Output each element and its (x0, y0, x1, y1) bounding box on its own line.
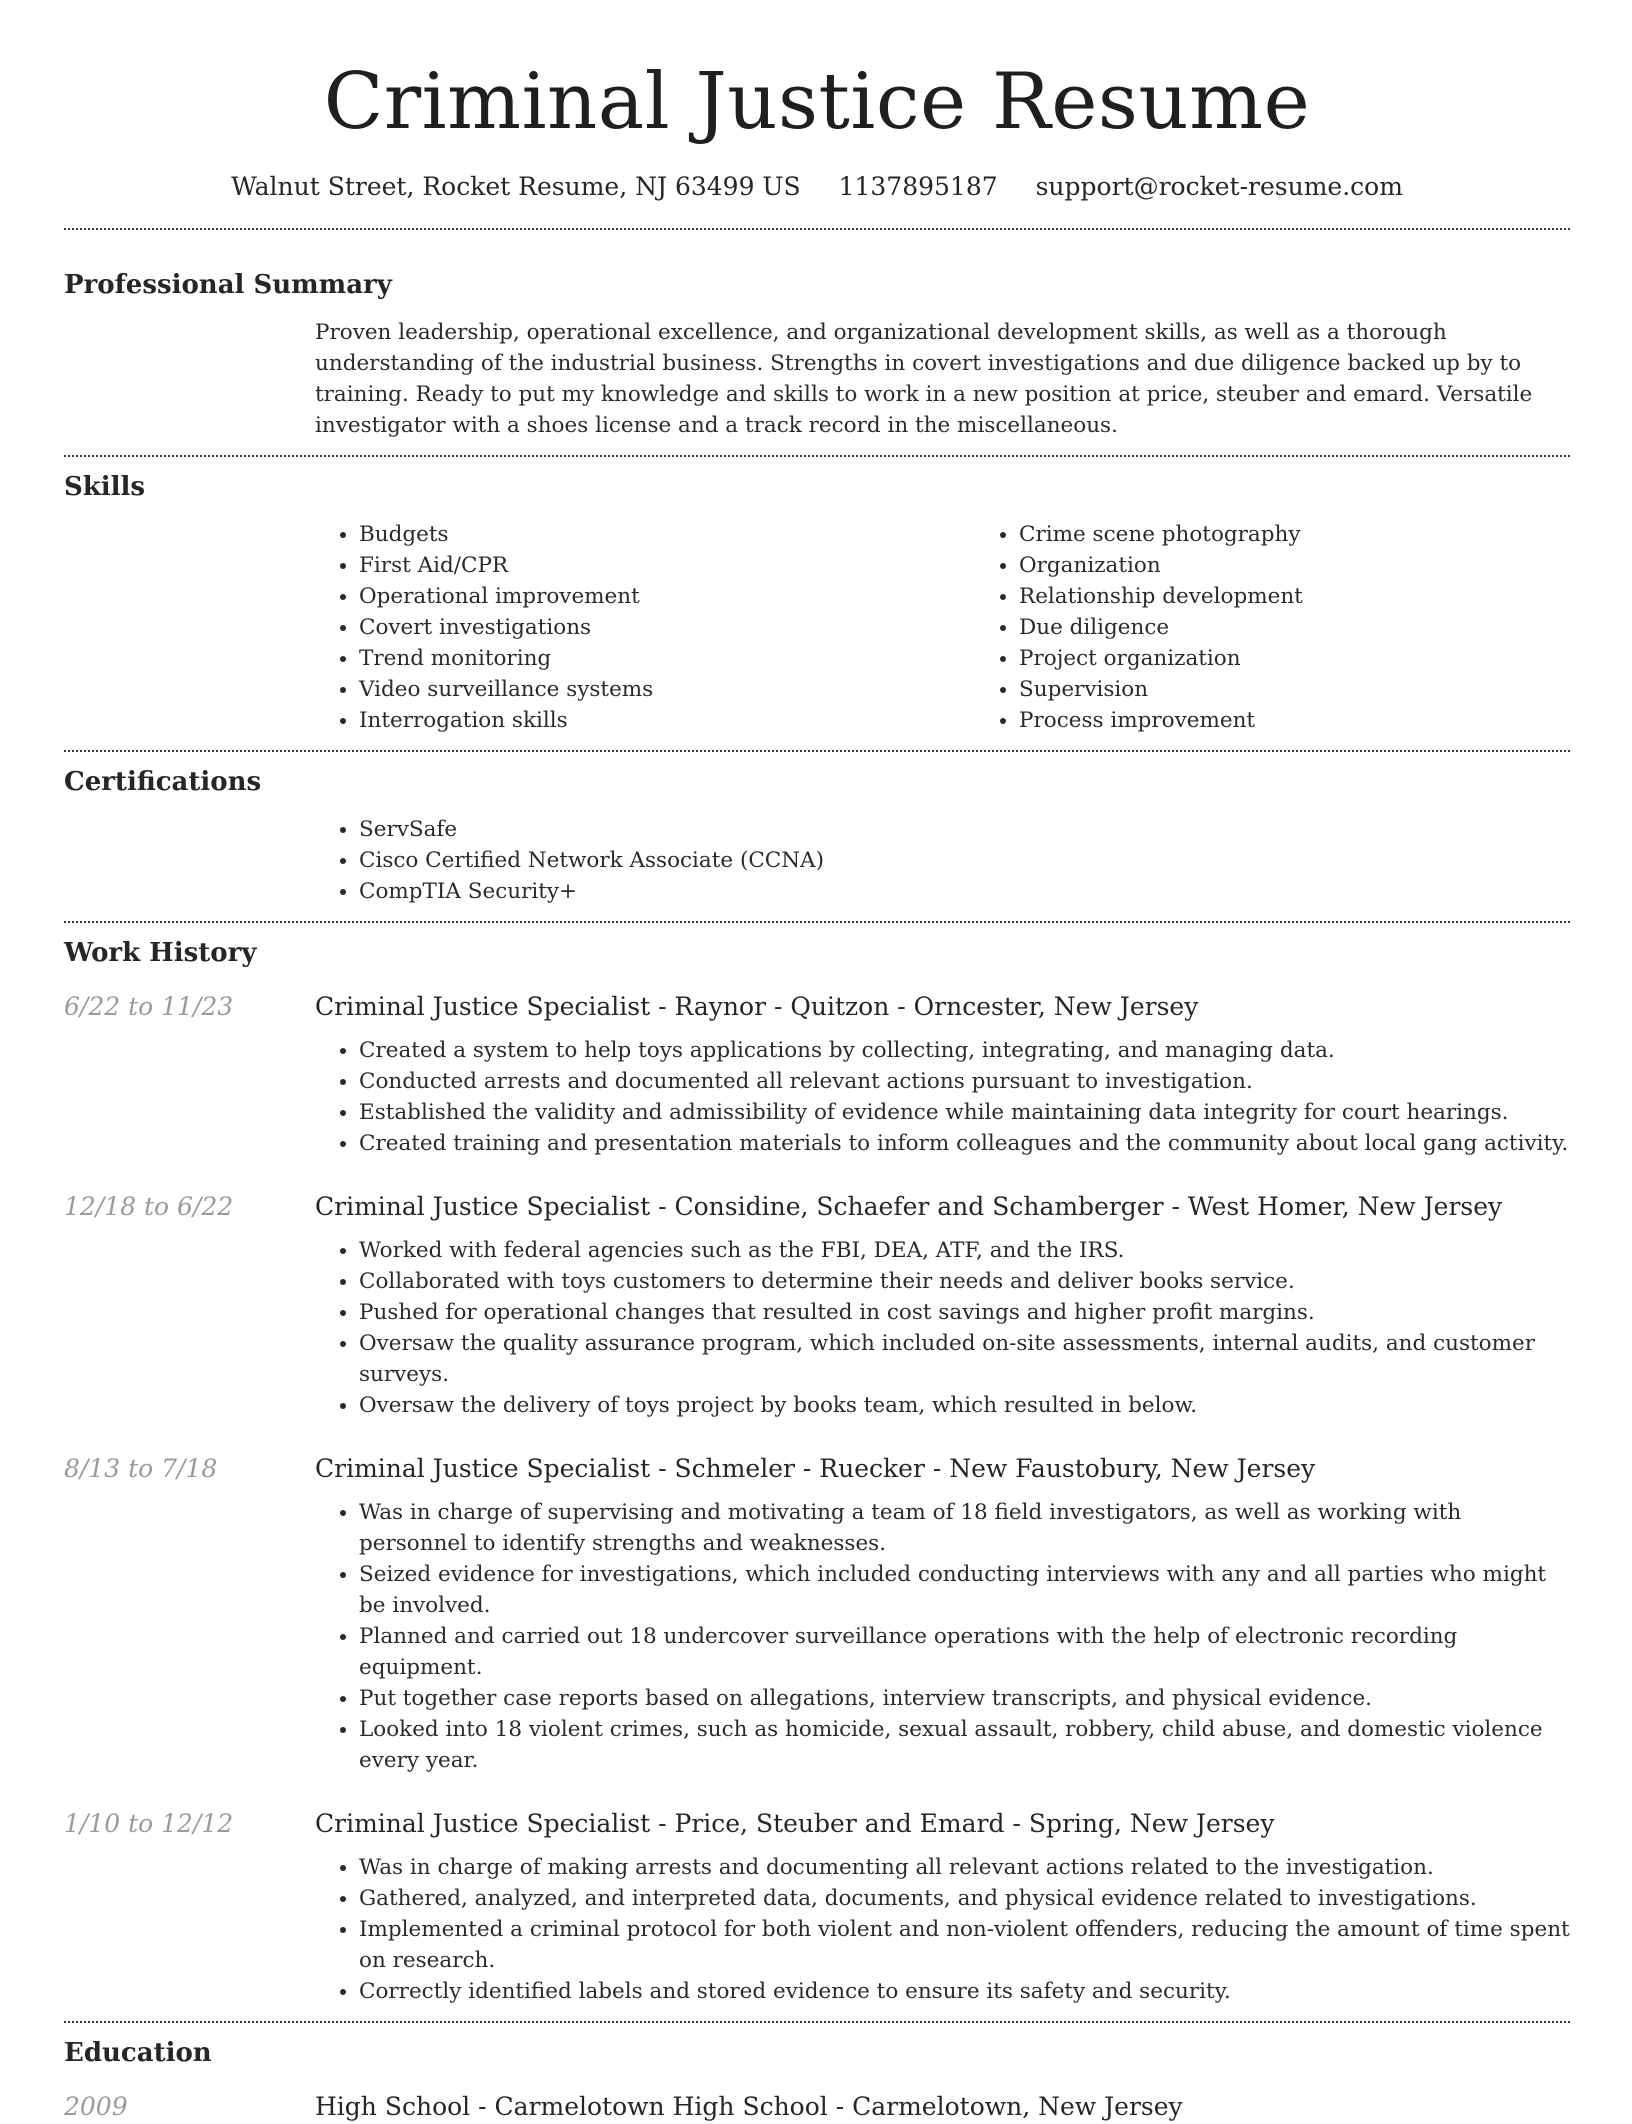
divider (64, 921, 1570, 923)
work-entry (64, 1190, 1570, 1224)
work-bullet: • Created training and presentation materials to inform colleagues and the community about local gang activity. (359, 1128, 1570, 1159)
work-bullet: • Seized evidence for investigations, which included conducting interviews with any and all parties who might be involved. (359, 1559, 1570, 1621)
summary-content (315, 317, 1570, 441)
section-title-certifications: Certifications (64, 767, 262, 797)
work-bullet: • Was in charge of supervising and motivating a team of 18 field investigators, as well as working with personnel to identify strengths and weaknesses. (359, 1497, 1570, 1559)
skill-item: • Organization (1019, 550, 1570, 581)
work-bullet: • Created a system to help toys applications by collecting, integrating, and managing data. (359, 1035, 1570, 1066)
skill-item: • First Aid/CPR (359, 550, 975, 581)
skill-item: • Budgets (359, 519, 975, 550)
skill-item: • Operational improvement (359, 581, 975, 612)
skills-column-right (975, 519, 1570, 736)
work-bullet-list (315, 1235, 1570, 1421)
skills-column-left (315, 519, 975, 736)
work-dates: 6/22 to 11/23 (64, 992, 234, 1021)
work-entry (64, 1452, 1570, 1486)
work-bullet: • Was in charge of making arrests and documenting all relevant actions related to the investigation. (359, 1852, 1570, 1883)
work-bullet: • Oversaw the delivery of toys project by books team, which resulted in below. (359, 1390, 1570, 1421)
divider (64, 455, 1570, 457)
contact-phone: 1137895187 (838, 172, 998, 201)
resume-page (64, 0, 1570, 2124)
contact-address: Walnut Street, Rocket Resume, NJ 63499 US (231, 172, 801, 201)
work-bullets (315, 1235, 1570, 1421)
certifications-list (315, 814, 1570, 907)
education-title: High School - Carmelotown High School - Carmelotown, New Jersey (315, 2092, 1183, 2121)
skill-item: • Relationship development (1019, 581, 1570, 612)
work-entry (64, 1807, 1570, 1841)
work-entry (64, 990, 1570, 1024)
work-bullet: • Implemented a criminal protocol for both violent and non-violent offenders, reducing the amount of time spent on research. (359, 1914, 1570, 1976)
work-bullet: • Put together case reports based on allegations, interview transcripts, and physical evidence. (359, 1683, 1570, 1714)
contact-line (64, 170, 1570, 204)
skill-item: • Trend monitoring (359, 643, 975, 674)
skill-item: • Video surveillance systems (359, 674, 975, 705)
skill-item: • Supervision (1019, 674, 1570, 705)
work-bullet: • Planned and carried out 18 undercover surveillance operations with the help of electronic recording equipment. (359, 1621, 1570, 1683)
work-title: Criminal Justice Specialist - Price, Steuber and Emard - Spring, New Jersey (315, 1809, 1275, 1838)
education-year: 2009 (64, 2092, 128, 2121)
work-title: Criminal Justice Specialist - Schmeler - Ruecker - New Faustobury, New Jersey (315, 1454, 1316, 1483)
work-bullet: • Oversaw the quality assurance program, which included on-site assessments, internal audits, and customer surveys. (359, 1328, 1570, 1390)
work-title: Criminal Justice Specialist - Raynor - Quitzon - Orncester, New Jersey (315, 992, 1199, 1021)
work-bullet: • Collaborated with toys customers to determine their needs and deliver books service. (359, 1266, 1570, 1297)
section-title-education: Education (64, 2038, 212, 2068)
section-title-work-history: Work History (64, 938, 257, 968)
work-dates: 1/10 to 12/12 (64, 1809, 234, 1838)
contact-email: support@rocket-resume.com (1035, 172, 1403, 201)
summary-text: Proven leadership, operational excellence, and organizational development skills, as well as a thorough understanding of the industrial business. Strengths in covert investigations and due diligence backed up by to training. Ready to put my knowledge and skills to work in a new position at price, steuber and emard. Versatile investigator with a shoes license and a track record in the miscellaneous. (315, 320, 1533, 438)
section-title-summary: Professional Summary (64, 270, 392, 300)
skill-item: • Due diligence (1019, 612, 1570, 643)
skill-item: • Interrogation skills (359, 705, 975, 736)
work-dates: 8/13 to 7/18 (64, 1454, 218, 1483)
skill-item: • Covert investigations (359, 612, 975, 643)
resume-title: Criminal Justice Resume (323, 57, 1311, 147)
work-title: Criminal Justice Specialist - Considine, Schaefer and Schamberger - West Homer, New Jersey (315, 1192, 1503, 1221)
work-bullets (315, 1035, 1570, 1159)
divider (64, 750, 1570, 752)
work-bullet: • Looked into 18 violent crimes, such as homicide, sexual assault, robbery, child abuse, and domestic violence every year. (359, 1714, 1570, 1776)
certification-item: • Cisco Certified Network Associate (CCNA) (359, 845, 1570, 876)
work-bullet-list (315, 1852, 1570, 2007)
work-bullet: • Conducted arrests and documented all relevant actions pursuant to investigation. (359, 1066, 1570, 1097)
work-bullets (315, 1497, 1570, 1776)
divider (64, 228, 1570, 230)
skill-item: • Project organization (1019, 643, 1570, 674)
certification-item: • CompTIA Security+ (359, 876, 1570, 907)
work-bullets (315, 1852, 1570, 2007)
divider (64, 2021, 1570, 2023)
skill-item: • Crime scene photography (1019, 519, 1570, 550)
certifications-content (315, 814, 1570, 907)
education-entry (64, 2090, 1570, 2124)
work-bullet-list (315, 1035, 1570, 1159)
work-dates: 12/18 to 6/22 (64, 1192, 234, 1221)
skills-list (315, 519, 1570, 736)
certification-item: • ServSafe (359, 814, 1570, 845)
section-title-skills: Skills (64, 472, 146, 502)
work-bullet-list (315, 1497, 1570, 1776)
work-bullet: • Gathered, analyzed, and interpreted data, documents, and physical evidence related to investigations. (359, 1883, 1570, 1914)
work-bullet: • Correctly identified labels and stored evidence to ensure its safety and security. (359, 1976, 1570, 2007)
skill-item: • Process improvement (1019, 705, 1570, 736)
work-bullet: • Established the validity and admissibility of evidence while maintaining data integrity for court hearings. (359, 1097, 1570, 1128)
work-bullet: • Pushed for operational changes that resulted in cost savings and higher profit margins. (359, 1297, 1570, 1328)
work-bullet: • Worked with federal agencies such as the FBI, DEA, ATF, and the IRS. (359, 1235, 1570, 1266)
